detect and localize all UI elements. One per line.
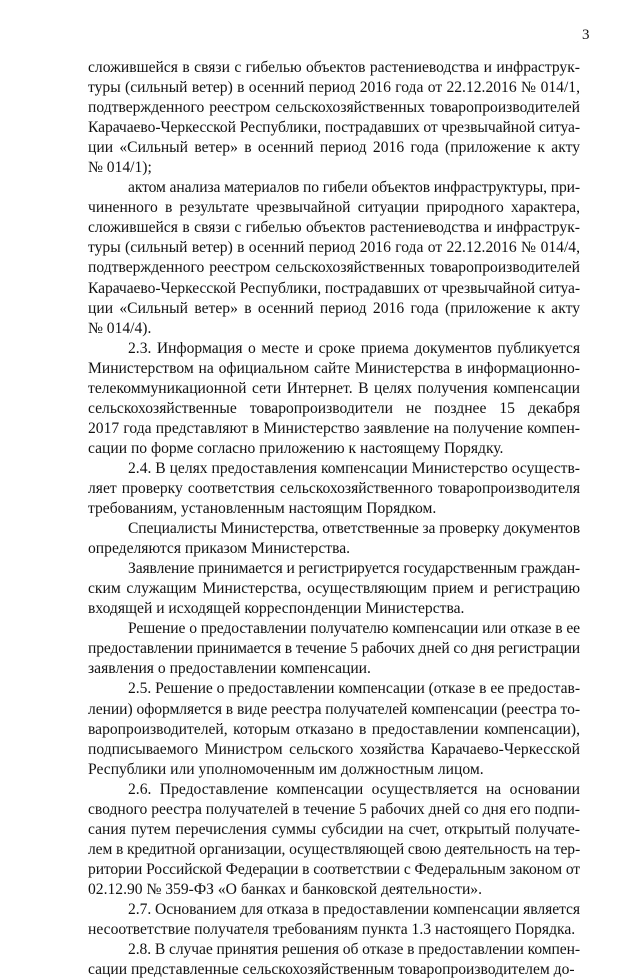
text-line: Заявление принимается и регистрируется государственным граждан- <box>128 560 581 578</box>
text-line: сельскохозяйственные товаропроизводители не позднее 15 декабря <box>88 399 580 417</box>
paragraph-p9 <box>88 780 580 900</box>
paragraph-p3 <box>88 339 580 459</box>
text-line: требованиям, установленным настоящим Порядком. <box>88 500 437 518</box>
text-line: телекоммуникационной сети Интернет. В целях получения компенсации <box>88 379 580 397</box>
text-line: Решение о предоставлении получателю компенсации или отказе в ее <box>128 620 581 638</box>
paragraph-p5 <box>88 519 580 559</box>
text-line: сации по форме согласно приложению к настоящему Порядку. <box>88 439 504 457</box>
text-line: 2.5. Решение о предоставлении компенсации (отказе в ее предостав- <box>128 680 580 698</box>
text-line: туры (сильный ветер) в осенний период 2016 года от 22.12.2016 № 014/1, <box>88 79 580 97</box>
paragraph-p4 <box>88 459 580 519</box>
text-line: ции «Сильный ветер» в осенний период 2016 года (приложение к акту <box>88 299 580 317</box>
paragraph-p6 <box>88 559 580 619</box>
text-line: 2017 года представляют в Министерство заявление на получение компен- <box>88 419 580 437</box>
text-line: 2.3. Информация о месте и сроке приема документов публикуется <box>128 339 580 357</box>
text-line: Министерством на официальном сайте Министерства в информационно- <box>88 359 580 377</box>
text-line: 2.6. Предоставление компенсации осуществляется на основании <box>128 780 580 798</box>
document-body <box>88 58 580 980</box>
text-line: чиненного в результате чрезвычайной ситуации природного характера, <box>88 199 580 217</box>
text-line: Карачаево-Черкесской Республики, пострадавших от чрезвычайной ситуа- <box>88 279 580 297</box>
paragraph-p2 <box>88 178 580 338</box>
text-line: Республики или уполномоченным им должностным лицом. <box>88 760 484 778</box>
paragraph-p8 <box>88 679 580 779</box>
text-line: ции «Сильный ветер» в осенний период 2016 года (приложение к акту <box>88 139 580 157</box>
page-number: 3 <box>582 27 590 43</box>
text-line: № 014/4). <box>88 319 152 337</box>
text-line: варопроизводителей, которым отказано в предоставлении компенсации), <box>88 720 580 738</box>
text-line: 02.12.90 № 359-ФЗ «О банках и банковской деятельности». <box>88 880 482 898</box>
text-line: ритории Российской Федерации в соответствии с Федеральным законом от <box>88 860 581 878</box>
text-line: определяются приказом Министерства. <box>88 540 351 558</box>
text-line: ским служащим Министерства, осуществляющим прием и регистрацию <box>88 580 580 598</box>
text-line: Карачаево-Черкесской Республики, пострадавших от чрезвычайной ситуа- <box>88 119 580 137</box>
paragraph-p1 <box>88 58 580 178</box>
text-line: входящей и исходящей корреспонденции Министерства. <box>88 600 465 618</box>
text-line: подтвержденного реестром сельскохозяйственных товаропроизводителей <box>88 259 580 277</box>
text-line: лении) оформляется в виде реестра получателей компенсации (реестра то- <box>88 700 580 718</box>
text-line: сации представленные сельскохозяйственным товаропроизводителем до- <box>88 961 575 979</box>
text-line: сложившейся в связи с гибелью объектов растениеводства и инфраструк- <box>88 219 580 237</box>
text-line: ляет проверку соответствия сельскохозяйственного товаропроизводителя <box>88 479 580 497</box>
paragraph-p10 <box>88 900 580 940</box>
text-line: 2.7. Основанием для отказа в предоставлении компенсации является <box>128 900 581 918</box>
text-line: сложившейся в связи с гибелью объектов растениеводства и инфраструк- <box>88 59 580 76</box>
text-line: несоответствие получателя требованиям пункта 1.3 настоящего Порядка. <box>88 921 576 939</box>
text-line: сания путем перечисления суммы субсидии на счет, открытый получате- <box>88 820 580 838</box>
text-line: сводного реестра получателей в течение 5 рабочих дней со дня его подпи- <box>88 800 580 818</box>
text-line: подтвержденного реестром сельскохозяйственных товаропроизводителей <box>88 99 580 117</box>
paragraph-p7 <box>88 619 580 679</box>
text-line: 2.8. В случае принятия решения об отказе в предоставлении компен- <box>128 941 580 959</box>
text-line: № 014/1); <box>88 159 152 177</box>
text-line: Специалисты Министерства, ответственные за проверку документов <box>128 520 580 538</box>
text-line: актом анализа материалов по гибели объектов инфраструктуры, при- <box>128 179 580 197</box>
text-line: предоставлении принимается в течение 5 рабочих дней со дня регистрации <box>88 640 581 658</box>
text-line: 2.4. В целях предоставления компенсации Министерство осуществ- <box>128 459 580 477</box>
text-line: лем в кредитной организации, осуществляющей свою деятельность на тер- <box>88 840 581 858</box>
paragraph-p11 <box>88 940 580 980</box>
text-line: подписываемого Министром сельского хозяйства Карачаево-Черкесской <box>88 740 580 758</box>
text-line: заявления о предоставлении компенсации. <box>88 660 371 678</box>
text-line: туры (сильный ветер) в осенний период 2016 года от 22.12.2016 № 014/4, <box>88 239 580 257</box>
